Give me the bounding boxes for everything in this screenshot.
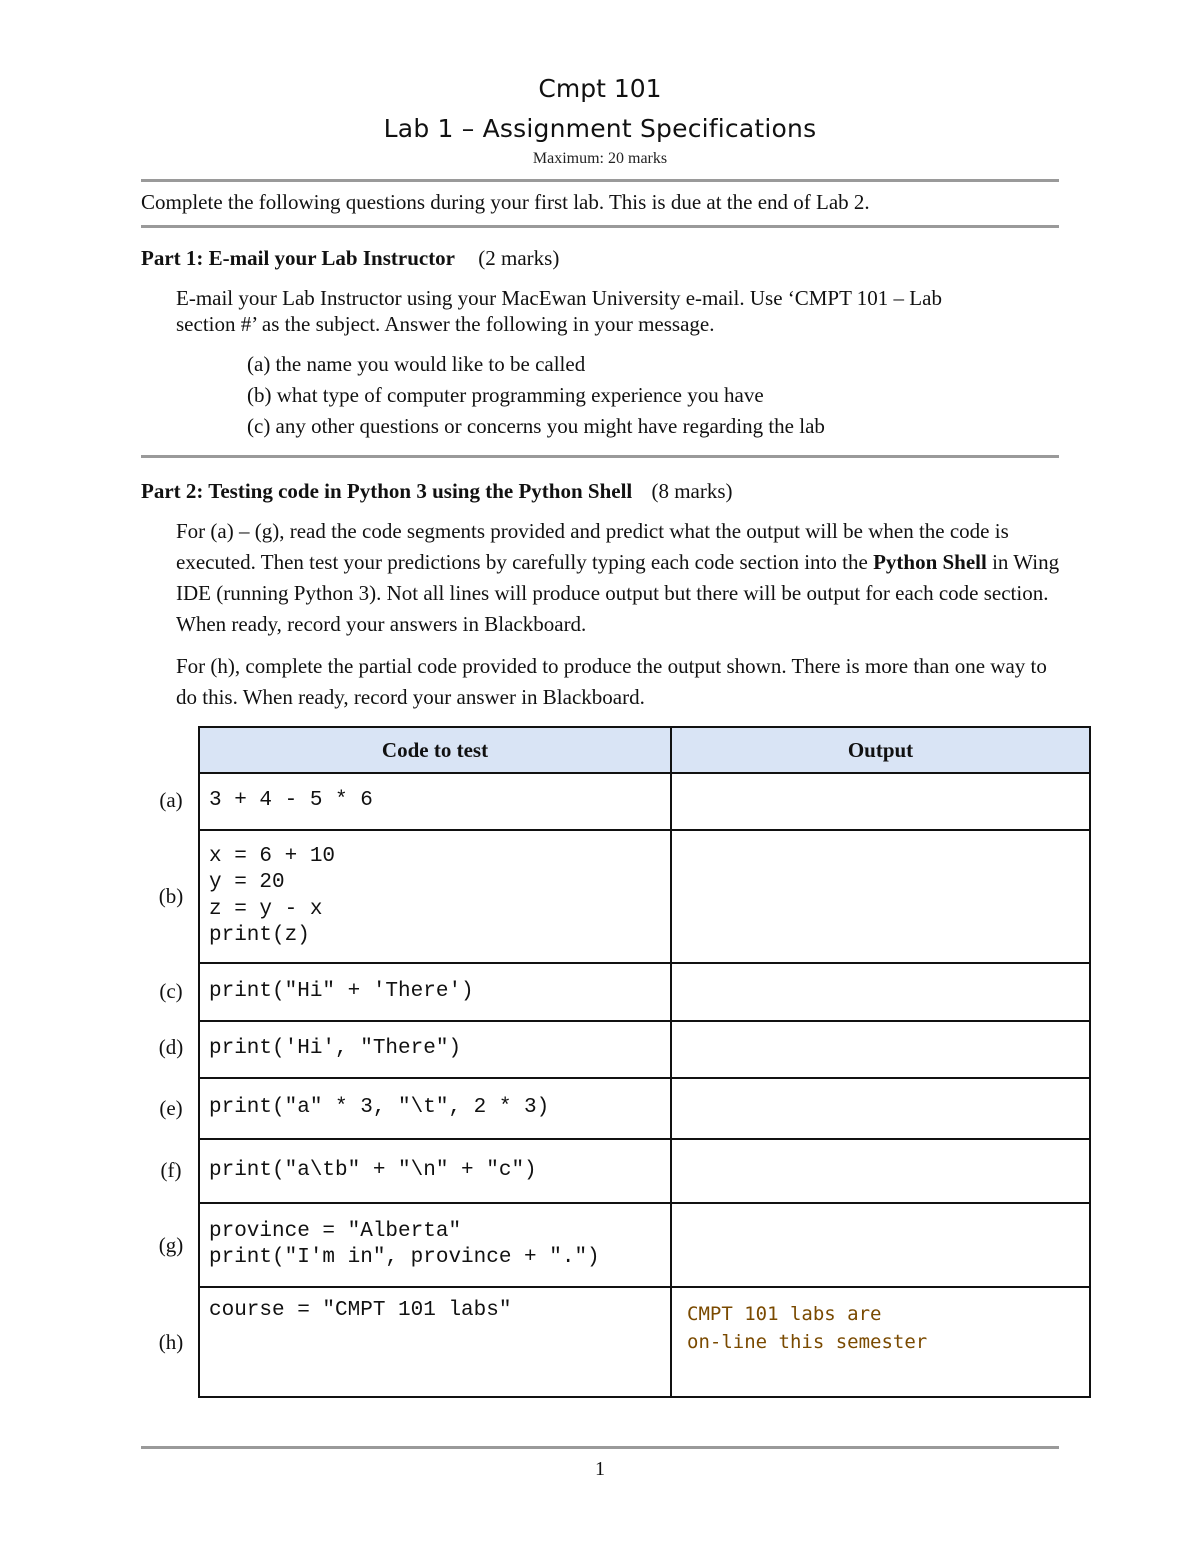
- part2-marks: (8 marks): [651, 479, 733, 503]
- code-cell-b: x = 6 + 10 y = 20 z = y - x print(z): [199, 830, 671, 963]
- row-label-f: (f): [160, 1158, 182, 1182]
- part1-para-line1: E-mail your Lab Instructor using your MacEwan University e-mail. Use ‘CMPT 101 – Lab: [176, 286, 942, 310]
- table-row: [199, 773, 1090, 830]
- part2-title: Part 2: Testing code in Python 3 using the Python Shell: [141, 479, 633, 503]
- output-cell-a[interactable]: [671, 773, 1090, 830]
- table-row: [199, 1021, 1090, 1078]
- part1-item-b: (b) what type of computer programming experience you have: [247, 383, 764, 407]
- table-row: [199, 1078, 1090, 1139]
- part2-para1-text-b: in Wing IDE (running Python 3). Not all lines will produce output but there will be output for each code section. When ready, record your answers in Blackboard.: [176, 550, 1060, 636]
- row-label-g: (g): [158, 1233, 184, 1257]
- part2-paragraph-2: For (h), complete the partial code provided to produce the output shown. There is more than one way to do this. When ready, record your answer in Blackboard.: [176, 654, 1047, 709]
- row-label-b: (b): [158, 884, 184, 908]
- code-cell-a: 3 + 4 - 5 * 6: [199, 773, 671, 830]
- table-row: [199, 963, 1090, 1021]
- code-cell-g: province = "Alberta" print("I'm in", province + "."): [199, 1203, 671, 1287]
- course-title: Cmpt 101: [538, 74, 662, 103]
- output-cell-f[interactable]: [671, 1139, 1090, 1203]
- part1-item-a: (a) the name you would like to be called: [247, 352, 586, 376]
- column-header-output: Output: [671, 727, 1090, 773]
- part1-title: Part 1: E-mail your Lab Instructor: [141, 246, 456, 270]
- output-cell-b[interactable]: [671, 830, 1090, 963]
- intro-text: Complete the following questions during your first lab. This is due at the end of Lab 2.: [141, 190, 870, 214]
- table-row: [199, 1287, 1090, 1397]
- page-title: Lab 1 – Assignment Specifications: [383, 114, 817, 143]
- row-label-h: (h): [158, 1330, 184, 1354]
- divider: [141, 225, 1059, 228]
- table-row: [199, 1139, 1090, 1203]
- code-table: [198, 726, 1091, 1398]
- part2-heading: [141, 478, 733, 505]
- part1-marks: (2 marks): [478, 246, 560, 270]
- row-label-d: (d): [158, 1035, 184, 1059]
- table-row: [199, 1203, 1090, 1287]
- divider: [141, 179, 1059, 182]
- output-cell-c[interactable]: [671, 963, 1090, 1021]
- code-cell-d: print('Hi', "There"): [199, 1021, 671, 1078]
- python-shell-emphasis: Python Shell: [873, 550, 987, 574]
- page-number: 1: [595, 1458, 605, 1480]
- column-header-code: Code to test: [199, 727, 671, 773]
- code-cell-h: course = "CMPT 101 labs": [199, 1287, 671, 1397]
- part1-item-c: (c) any other questions or concerns you might have regarding the lab: [247, 414, 825, 438]
- maximum-marks: Maximum: 20 marks: [532, 150, 668, 167]
- output-cell-g[interactable]: [671, 1203, 1090, 1287]
- row-label-e: (e): [159, 1096, 183, 1120]
- footer-divider: [141, 1446, 1059, 1449]
- output-cell-h: CMPT 101 labs are on-line this semester: [671, 1287, 1090, 1397]
- table-row: [199, 830, 1090, 963]
- output-cell-d[interactable]: [671, 1021, 1090, 1078]
- part2-paragraph-1: [176, 516, 1066, 640]
- code-cell-c: print("Hi" + 'There'): [199, 963, 671, 1021]
- output-cell-e[interactable]: [671, 1078, 1090, 1139]
- row-label-c: (c): [159, 979, 183, 1003]
- divider: [141, 455, 1059, 458]
- table-header-row: [199, 727, 1090, 773]
- row-label-a: (a): [159, 788, 183, 812]
- code-cell-f: print("a\tb" + "\n" + "c"): [199, 1139, 671, 1203]
- part1-para-line2: section #’ as the subject. Answer the following in your message.: [176, 312, 715, 336]
- part2-para1-text-a: For (a) – (g), read the code segments provided and predict what the output will be when the code is executed. Then test your predictions by carefully typing each code section into the: [176, 519, 1009, 574]
- code-cell-e: print("a" * 3, "\t", 2 * 3): [199, 1078, 671, 1139]
- part1-heading: [141, 245, 559, 272]
